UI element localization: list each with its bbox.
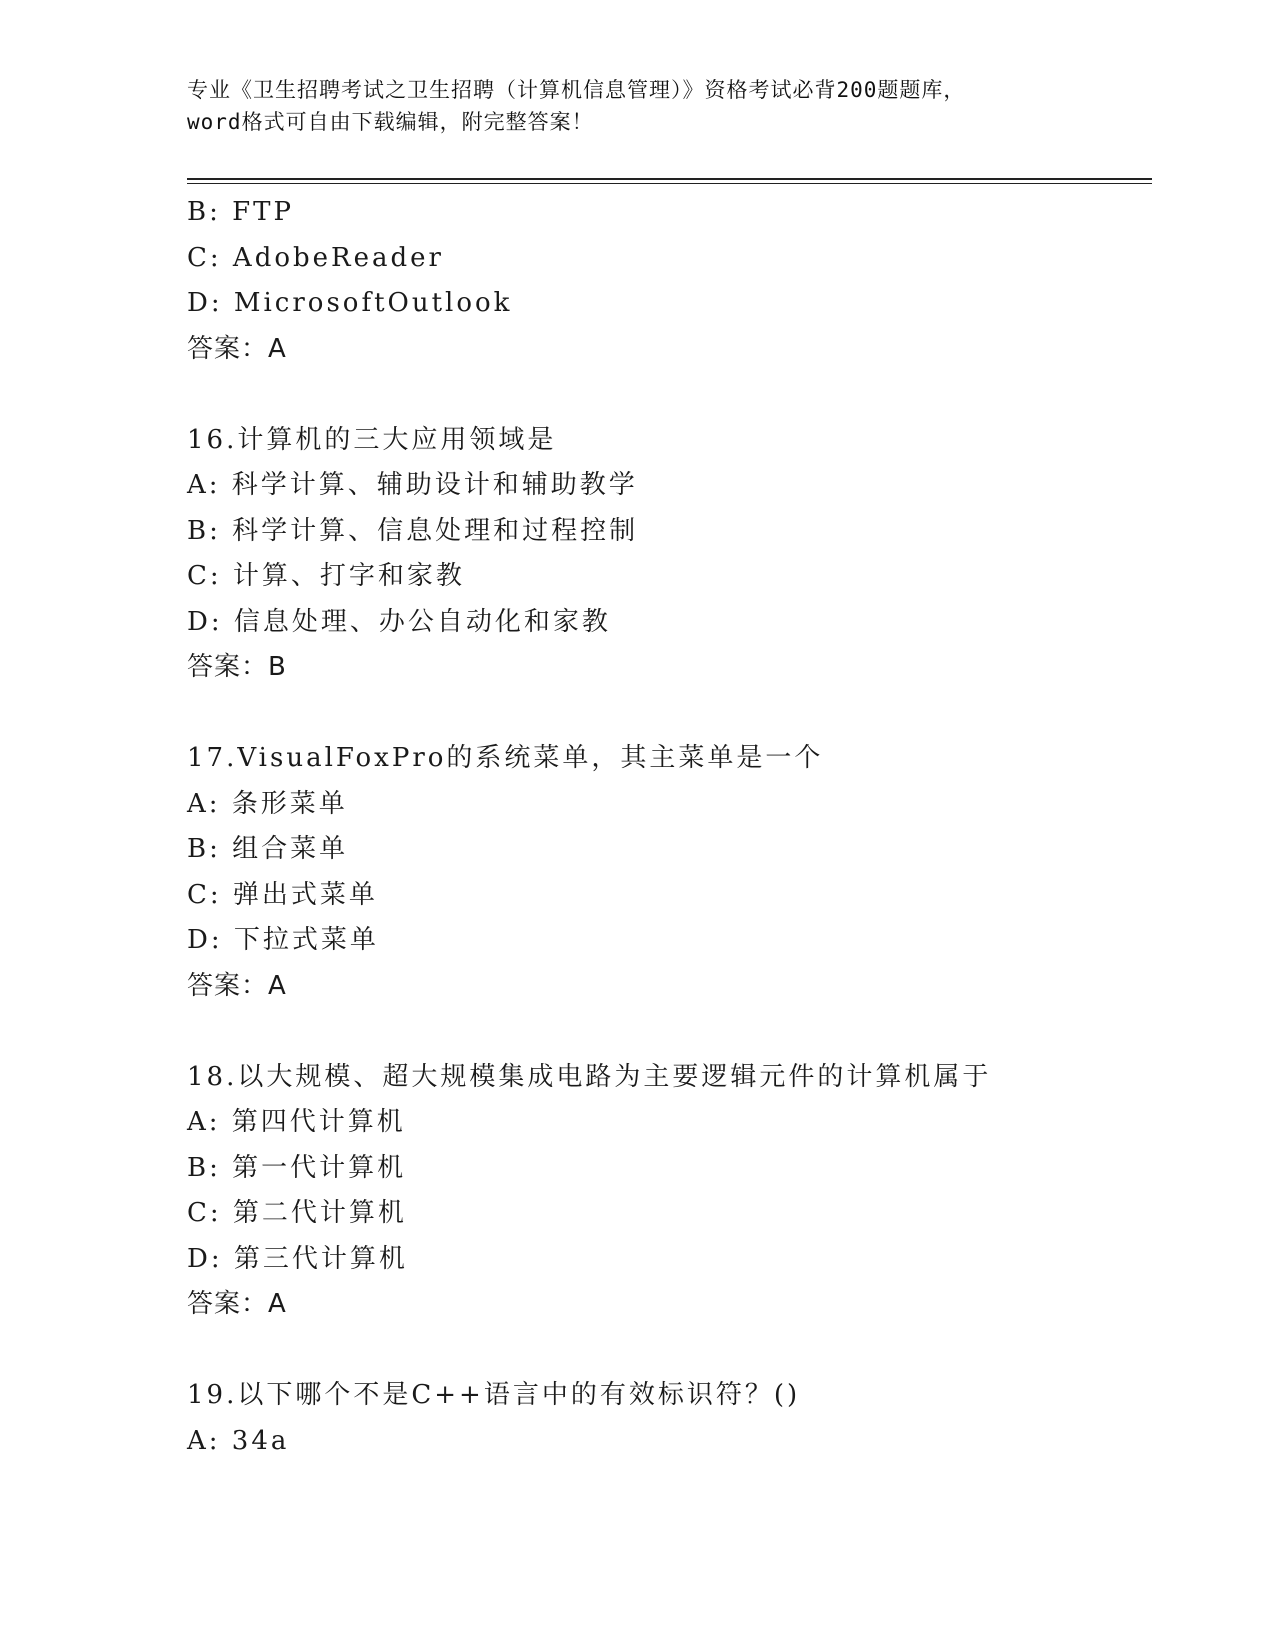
header-title-line-2: word格式可自由下载编辑，附完整答案！ — [187, 110, 594, 134]
option-a: A: 第四代计算机 — [187, 1107, 406, 1137]
option-b: B: 组合菜单 — [187, 834, 349, 864]
option-c: C: AdobeReader — [187, 242, 444, 273]
option-d: D: 第三代计算机 — [187, 1243, 408, 1274]
option-a: A: 科学计算、辅助设计和辅助教学 — [187, 470, 638, 500]
option-c: C: 第二代计算机 — [187, 1198, 407, 1228]
spacer — [187, 372, 1147, 418]
spacer — [187, 1328, 1147, 1374]
answer-line: 答案：B — [187, 652, 287, 682]
option-a: A: 34a — [187, 1425, 290, 1456]
question-stem: 16.计算机的三大应用领域是 — [187, 424, 557, 455]
option-b: B: FTP — [187, 197, 295, 227]
option-d: D: 下拉式菜单 — [187, 925, 379, 955]
document-header — [187, 74, 1087, 138]
header-rule-thick — [187, 178, 1152, 180]
spacer — [187, 1009, 1147, 1055]
header-title-line-1: 专业《卫生招聘考试之卫生招聘（计算机信息管理）》资格考试必背200题题库， — [187, 78, 966, 102]
question-16 — [187, 418, 1147, 691]
option-d: D: 信息处理、办公自动化和家教 — [187, 606, 611, 637]
option-c: C: 计算、打字和家教 — [187, 561, 465, 591]
option-b: B: 第一代计算机 — [187, 1152, 407, 1183]
question-17 — [187, 736, 1147, 1009]
option-c: C: 弹出式菜单 — [187, 879, 378, 910]
option-d: D: MicrosoftOutlook — [187, 288, 513, 318]
question-stem: 18.以大规模、超大规模集成电路为主要逻辑元件的计算机属于 — [187, 1061, 992, 1092]
question-stem: 19.以下哪个不是C++语言中的有效标识符？() — [187, 1380, 801, 1410]
answer-line: 答案：A — [187, 970, 287, 1001]
answer-line: 答案：A — [187, 1289, 287, 1319]
question-list — [187, 190, 1147, 1464]
answer-line: 答案：A — [187, 333, 287, 364]
question-stem: 17.VisualFoxPro的系统菜单，其主菜单是一个 — [187, 743, 824, 773]
question-19 — [187, 1373, 1147, 1464]
option-a: A: 条形菜单 — [187, 788, 348, 819]
option-b: B: 科学计算、信息处理和过程控制 — [187, 515, 639, 546]
header-rule-thin — [187, 183, 1152, 184]
spacer — [187, 691, 1147, 737]
question-18 — [187, 1055, 1147, 1328]
question-15-continued — [187, 190, 1147, 372]
